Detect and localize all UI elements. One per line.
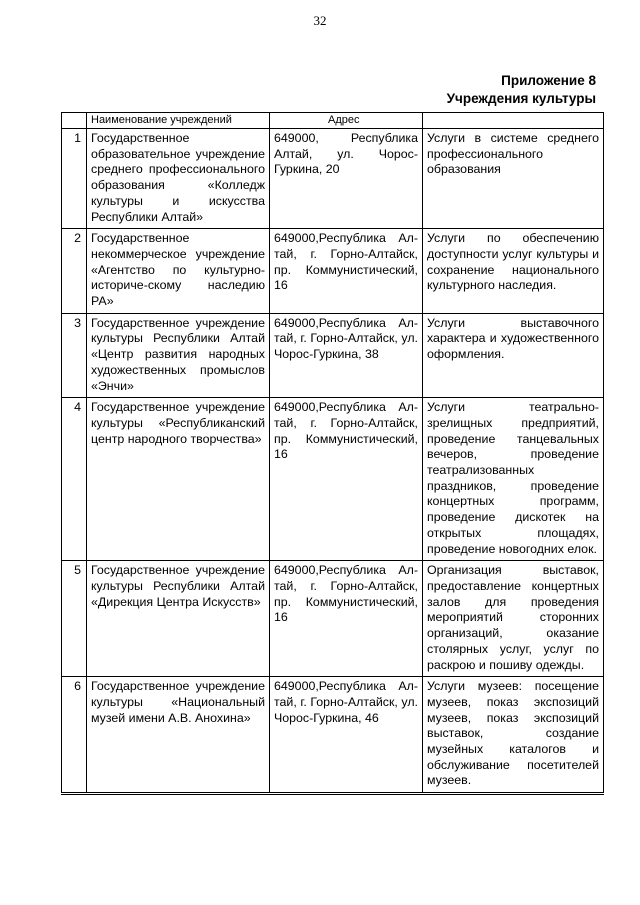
table-header-row	[62, 113, 604, 129]
row-number: 1	[62, 129, 87, 229]
row-number: 3	[62, 313, 87, 398]
header-number	[62, 113, 87, 129]
row-number: 4	[62, 398, 87, 561]
table-row	[62, 398, 604, 561]
header-services	[423, 113, 604, 129]
row-number: 2	[62, 229, 87, 314]
institution-address: 649000, Республика Алтай, ул. Чорос-Гуркина, 20	[270, 129, 423, 229]
institution-services: Организация выставок, предоставление концертных залов для проведения мероприятий сторонних организаций, оказание столярных услуг, услуг по раскрою и пошиву одежды.	[423, 561, 604, 677]
table-row	[62, 313, 604, 398]
institution-name: Государственное образовательное учреждение среднего профессионального образования «Колледж культуры и искусства Республики Алтай»	[87, 129, 270, 229]
institution-address: 649000,Республика Ал- тай, г. Горно-Алтайск, ул. Чорос-Гуркина, 38	[270, 313, 423, 398]
row-number: 5	[62, 561, 87, 677]
header-address: Адрес	[270, 113, 423, 129]
institution-name: Государственное учреждение культуры «Национальный музей имени А.В. Анохина»	[87, 677, 270, 794]
institution-address: 649000,Республика Ал- тай, г. Горно-Алтайск, ул. Чорос-Гуркина, 46	[270, 677, 423, 794]
institution-services: Услуги музеев: посещение музеев, показ экспозиций музеев, показ экспозиций выставок, создание музейных каталогов и обслуживание посетителей музеев.	[423, 677, 604, 794]
appendix-heading	[447, 72, 596, 108]
institution-services: Услуги выставочного характера и художественного оформления.	[423, 313, 604, 398]
institution-services: Услуги в системе среднего профессионального образования	[423, 129, 604, 229]
institutions-table	[61, 112, 604, 795]
row-number: 6	[62, 677, 87, 794]
institution-name: Государственное учреждение культуры «Республиканский центр народного творчества»	[87, 398, 270, 561]
institution-name: Государственное учреждение культуры Республики Алтай «Дирекция Центра Искусств»	[87, 561, 270, 677]
institution-address: 649000,Республика Ал- тай, г. Горно-Алтайск, пр. Коммунистический, 16	[270, 398, 423, 561]
institution-address: 649000,Республика Ал- тай, г. Горно-Алтайск, пр. Коммунистический, 16	[270, 561, 423, 677]
header-name: Наименование учреждений	[87, 113, 270, 129]
table-row	[62, 229, 604, 314]
table-row	[62, 561, 604, 677]
institution-name: Государственное учреждение культуры Республики Алтай «Центр развития народных художественных промыслов «Энчи»	[87, 313, 270, 398]
table-row	[62, 677, 604, 794]
page-number: 32	[313, 13, 327, 28]
institution-services: Услуги по обеспечению доступности услуг культуры и сохранение национального культурного наследия.	[423, 229, 604, 314]
institution-address: 649000,Республика Ал- тай, г. Горно-Алтайск, пр. Коммунистический, 16	[270, 229, 423, 314]
institution-name: Государственное некоммерческое учреждение «Агентство по культурно-историче-скому наследию РА»	[87, 229, 270, 314]
appendix-title: Приложение 8	[501, 73, 596, 88]
institution-services: Услуги театрально-зрелищных предприятий, проведение танцевальных вечеров, проведение театрализованных праздников, проведение концертных программ, проведение дискотек на открытых площадях, проведение новогодних елок.	[423, 398, 604, 561]
table-row	[62, 129, 604, 229]
appendix-subtitle: Учреждения культуры	[446, 91, 596, 106]
